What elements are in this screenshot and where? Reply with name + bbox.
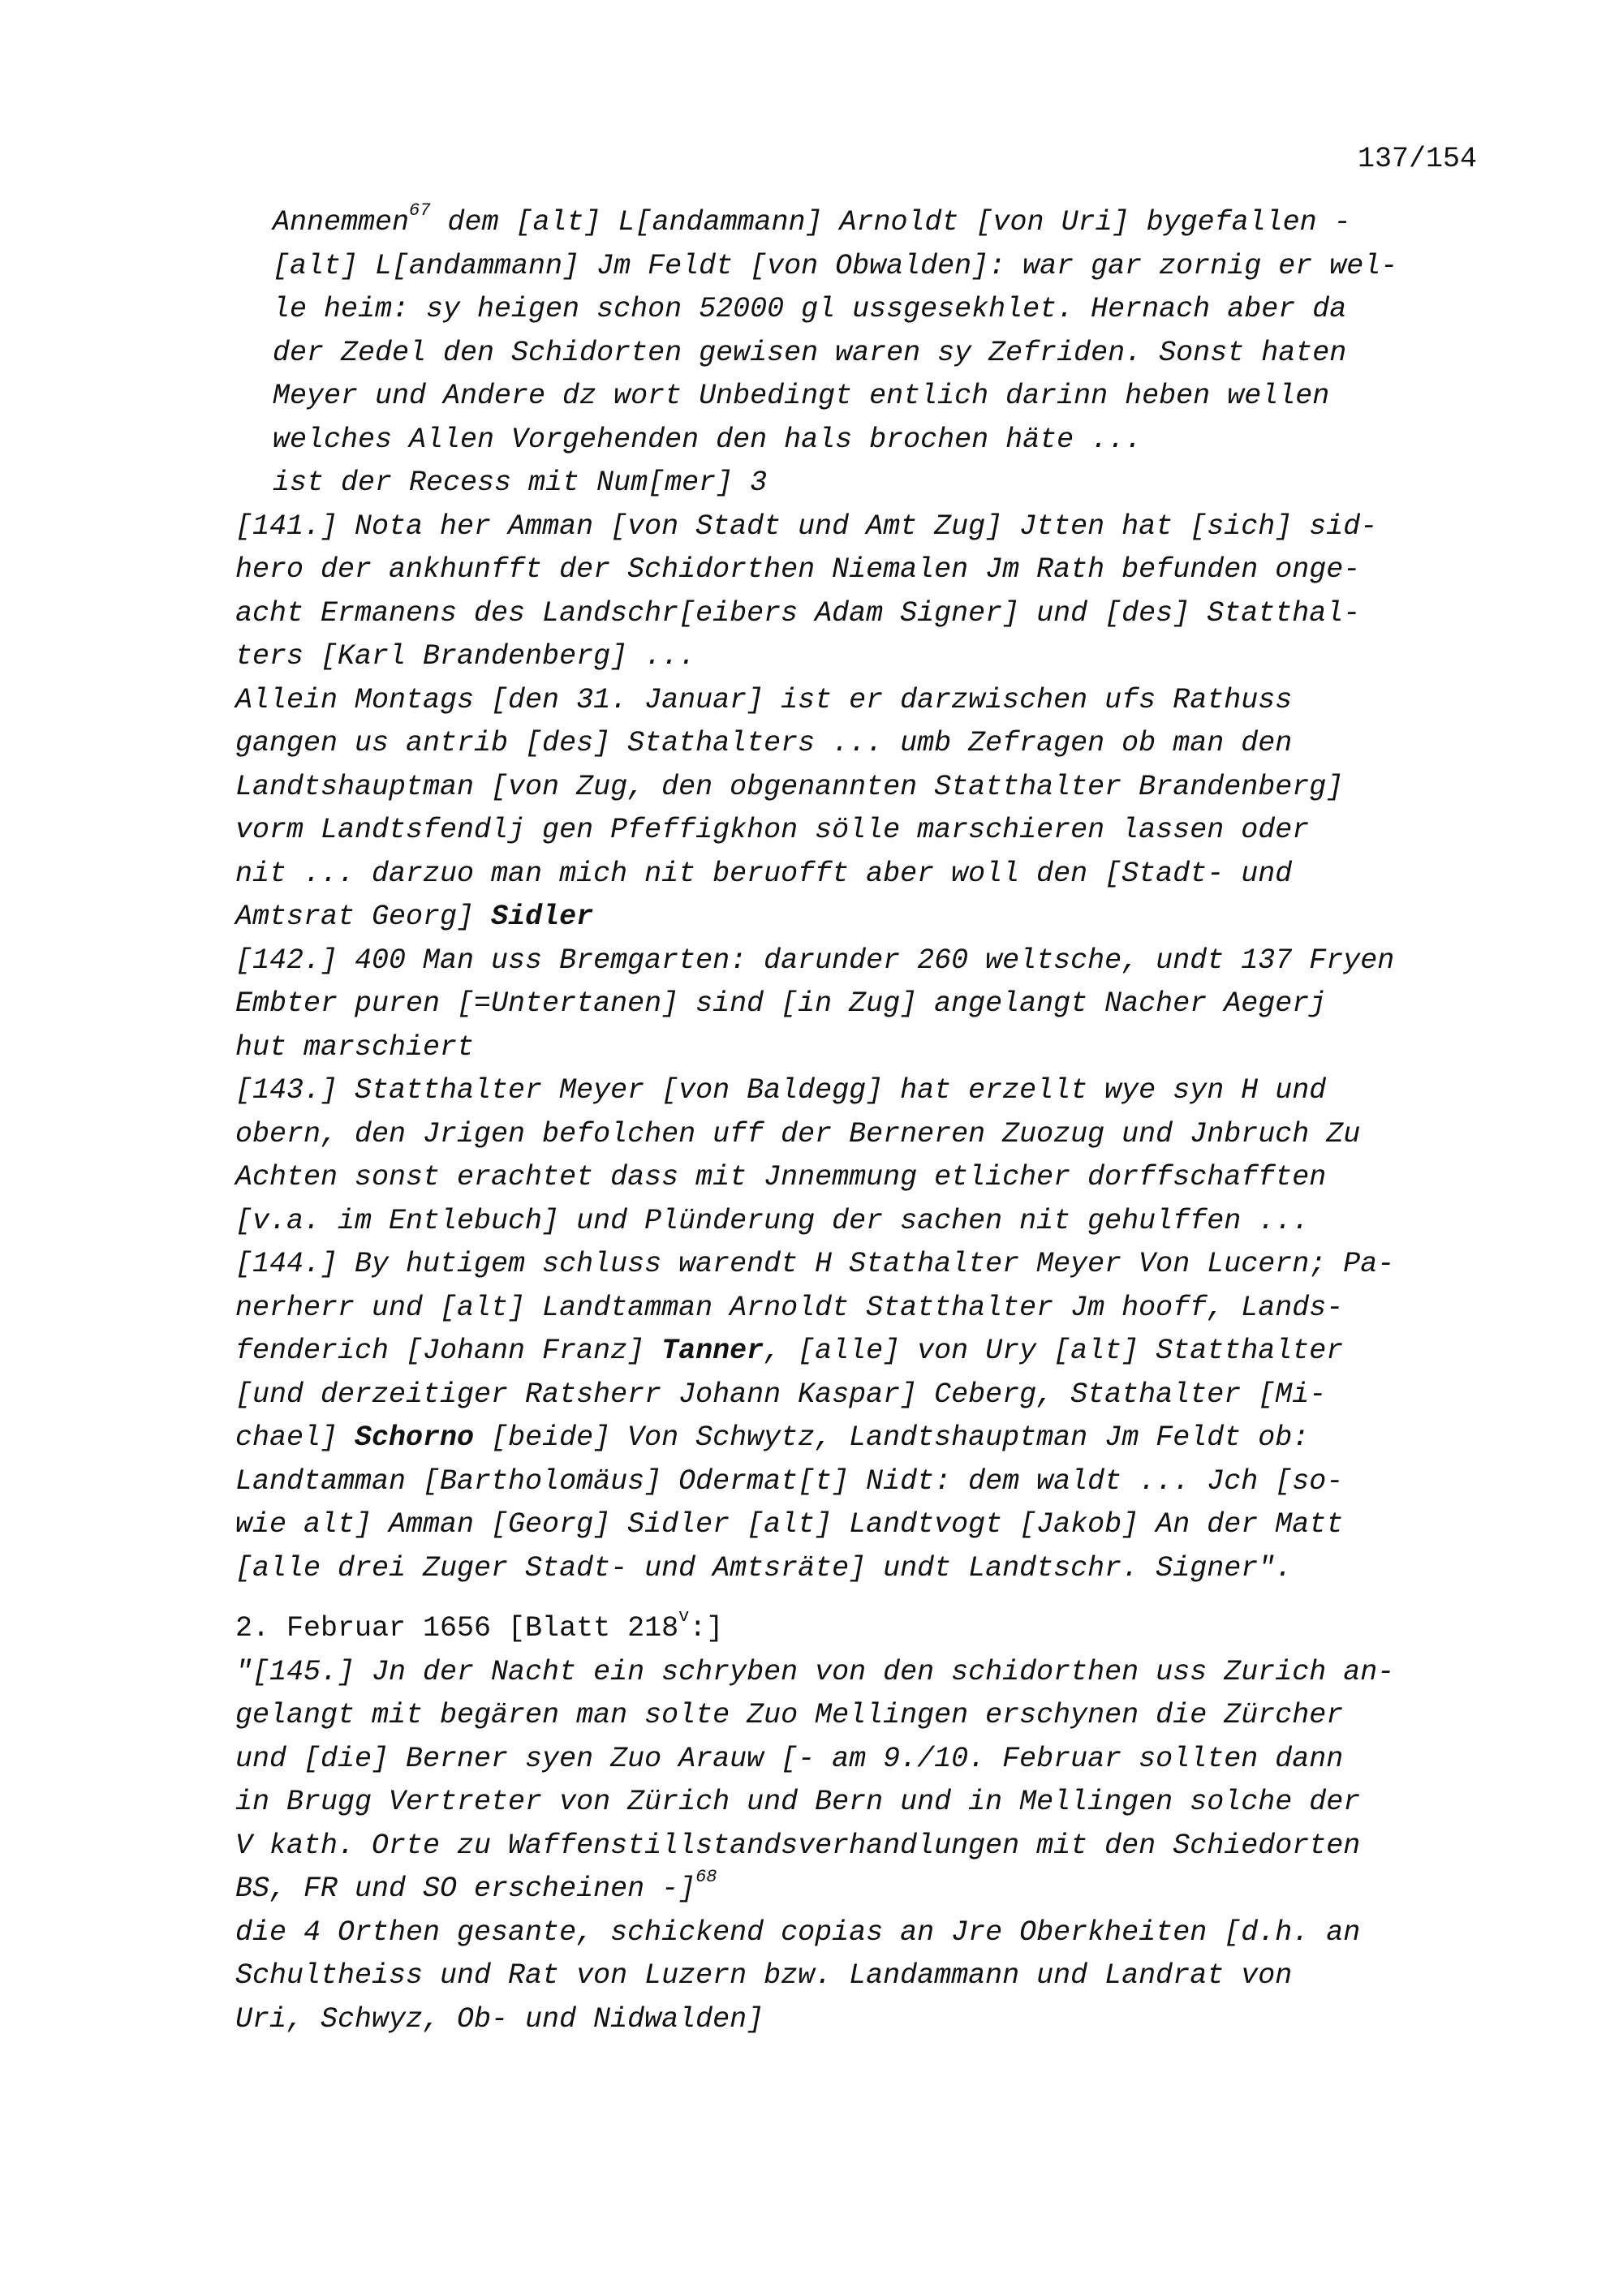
text-line: [235, 679, 1501, 723]
text-line: [235, 505, 1501, 549]
text-run: wie alt] Amman [Georg] Sidler [alt] Landtvogt [Jakob] An der Matt: [235, 1508, 1344, 1541]
text-run: nerherr und [alt] Landtamman Arnoldt Statthalter Jm hooff, Lands-: [235, 1291, 1344, 1324]
numbered-entry: [235, 1243, 1501, 1590]
text-run: "[145.] Jn der Nacht ein schryben von den schidorthen uss Zurich an-: [235, 1655, 1395, 1688]
text-run: [und derzeitiger Ratsherr Johann Kaspar] Ceberg, Stathalter [Mi-: [235, 1378, 1327, 1411]
text-run: [alle drei Zuger Stadt- und Amtsräte] undt Landtschr. Signer".: [235, 1551, 1293, 1584]
text-run: hut marschiert: [235, 1030, 475, 1064]
text-run: Embter puren [=Untertanen] sind [in Zug] angelangt Nacher Aegerj: [235, 987, 1327, 1020]
footnote-ref: 68: [695, 1867, 717, 1887]
text-line: [235, 1781, 1501, 1825]
date-heading-text: 2. Februar 1656 [Blatt 218: [235, 1612, 679, 1645]
text-line: [273, 332, 1501, 376]
page-number: 137/154: [1357, 143, 1477, 175]
text-line: [273, 419, 1501, 462]
text-line: [235, 1330, 1501, 1374]
text-run: und [die] Berner syen Zuo Arauw [- am 9./10. Februar sollten dann: [235, 1742, 1344, 1775]
text-line: [235, 1156, 1501, 1200]
text-line: [235, 1694, 1501, 1738]
text-line: [235, 1200, 1501, 1244]
text-run: le heim: sy heigen schon 52000 gl ussgesekhlet. Hernach aber da: [273, 293, 1347, 325]
text-run: der Zedel den Schidorten gewisen waren sy Zefriden. Sonst haten: [273, 336, 1347, 369]
text-line: [235, 1417, 1501, 1460]
text-run: [143.] Statthalter Meyer [von Baldegg] hat erzellt wye syn H und: [235, 1074, 1327, 1107]
text-line: [235, 766, 1501, 810]
text-run: die 4 Orthen gesante, schickend copias an Jre Oberkheiten [d.h. an: [235, 1915, 1361, 1949]
text-line: [235, 1651, 1501, 1695]
text-run: Annemmen: [273, 206, 410, 239]
text-run: gelangt mit begären man solte Zuo Mellingen erschynen die Zürcher: [235, 1699, 1344, 1731]
transcription-block-bottom: [235, 1607, 1501, 2041]
paragraph: [235, 201, 1501, 505]
text-line: [235, 853, 1501, 896]
transcription-block-top: [235, 201, 1501, 1590]
text-run: [v.a. im Entlebuch] und Plünderung der sachen nit gehulffen ...: [235, 1204, 1310, 1237]
text-line: [235, 1738, 1501, 1782]
text-run: welches Allen Vorgehenden den hals brochen häte ...: [273, 423, 1143, 456]
text-line: [235, 982, 1501, 1026]
footnote-ref: 67: [409, 200, 431, 221]
text-run: [alt] L[andammann] Jm Feldt [von Obwalden]: war gar zornig er wel-: [273, 249, 1398, 282]
text-line: [235, 1503, 1501, 1547]
text-line: [235, 1287, 1501, 1331]
text-line: [235, 1867, 1501, 1911]
text-run: vorm Landtsfendlj gen Pfeffigkhon sölle marschieren lassen oder: [235, 814, 1310, 846]
text-line: [235, 1460, 1501, 1504]
text-line: [235, 548, 1501, 592]
text-run: ist der Recess mit Num[mer] 3: [273, 467, 768, 499]
text-run: Amtsrat Georg]: [235, 901, 492, 933]
text-run: dem [alt] L[andammann] Arnoldt [von Uri] bygefallen -: [430, 206, 1351, 239]
text-line: [235, 635, 1501, 679]
text-run: Schultheiss und Rat von Luzern bzw. Landammann und Landrat von: [235, 1959, 1293, 1992]
text-run: chael]: [235, 1421, 355, 1454]
folio-side: v: [678, 1606, 690, 1627]
text-run: , [alle] von Ury [alt] Statthalter: [764, 1335, 1344, 1367]
text-run: Achten sonst erachtet dass mit Jnnemmung etlicher dorffschafften: [235, 1161, 1327, 1193]
text-line: [235, 1069, 1501, 1113]
text-run: Meyer und Andere dz wort Unbedingt entlich darinn heben wellen: [273, 380, 1330, 412]
bold-name: Schorno: [355, 1421, 475, 1454]
text-run: gangen us antrib [des] Stathalters ... umb Zefragen ob man den: [235, 727, 1293, 759]
text-line: [273, 245, 1501, 289]
text-run: [141.] Nota her Amman [von Stadt und Amt Zug] Jtten hat [sich] sid-: [235, 510, 1378, 543]
text-run: V kath. Orte zu Waffenstillstandsverhandlungen mit den Schiedorten: [235, 1829, 1361, 1862]
text-run: obern, den Jrigen befolchen uff der Berneren Zuozug und Jnbruch Zu: [235, 1117, 1361, 1150]
text-run: Landtamman [Bartholomäus] Odermat[t] Nidt: dem waldt ... Jch [so-: [235, 1464, 1344, 1498]
text-line: [235, 809, 1501, 853]
text-run: Allein Montags [den 31. Januar] ist er darzwischen ufs Rathuss: [235, 683, 1293, 716]
text-run: acht Ermanens des Landschr[eibers Adam Signer] und [des] Statthal-: [235, 596, 1361, 630]
text-line: [235, 1026, 1501, 1070]
text-run: in Brugg Vertreter von Zürich und Bern und in Mellingen solche der: [235, 1786, 1361, 1818]
date-heading: [235, 1607, 1501, 1651]
text-line: [235, 722, 1501, 766]
text-run: BS, FR und SO erscheinen -]: [235, 1872, 696, 1905]
text-run: [142.] 400 Man uss Bremgarten: darunder 260 weltsche, undt 137 Fryen: [235, 944, 1395, 977]
bold-name: Tanner: [661, 1335, 764, 1367]
date-heading-end: :]: [689, 1612, 724, 1645]
numbered-entry: [235, 1069, 1501, 1243]
text-line: [235, 592, 1501, 636]
text-run: ters [Karl Brandenberg] ...: [235, 640, 696, 673]
text-line: [273, 201, 1501, 245]
text-run: [beide] Von Schwytz, Landtshauptman Jm Feldt ob:: [474, 1421, 1310, 1454]
text-line: [235, 896, 1501, 939]
text-line: [273, 375, 1501, 419]
entries-after-date: [235, 1651, 1501, 2042]
text-run: hero der ankhunfft der Schidorthen Niemalen Jm Rath befunden onge-: [235, 553, 1361, 586]
text-line: [235, 1825, 1501, 1868]
text-run: Landtshauptman [von Zug, den obgenannten Statthalter Brandenberg]: [235, 770, 1344, 803]
text-run: Uri, Schwyz, Ob- und Nidwalden]: [235, 2002, 764, 2036]
text-line: [235, 1954, 1501, 1998]
text-line: [235, 1547, 1501, 1591]
text-line: [235, 1911, 1501, 1955]
bold-name: Sidler: [491, 901, 594, 933]
text-run: [144.] By hutigem schluss warendt H Stathalter Meyer Von Lucern; Pa-: [235, 1248, 1395, 1280]
text-line: [235, 1243, 1501, 1287]
text-run: fenderich [Johann Franz]: [235, 1335, 662, 1367]
text-line: [273, 288, 1501, 332]
numbered-entry: [235, 939, 1501, 1070]
text-run: nit ... darzuo man mich nit beruofft aber woll den [Stadt- und: [235, 857, 1293, 890]
numbered-entry: [235, 1651, 1501, 2042]
text-line: [235, 1113, 1501, 1157]
text-line: [235, 1374, 1501, 1417]
text-line: [235, 939, 1501, 983]
text-line: [235, 1998, 1501, 2042]
numbered-entry: [235, 505, 1501, 939]
text-line: [273, 462, 1501, 505]
